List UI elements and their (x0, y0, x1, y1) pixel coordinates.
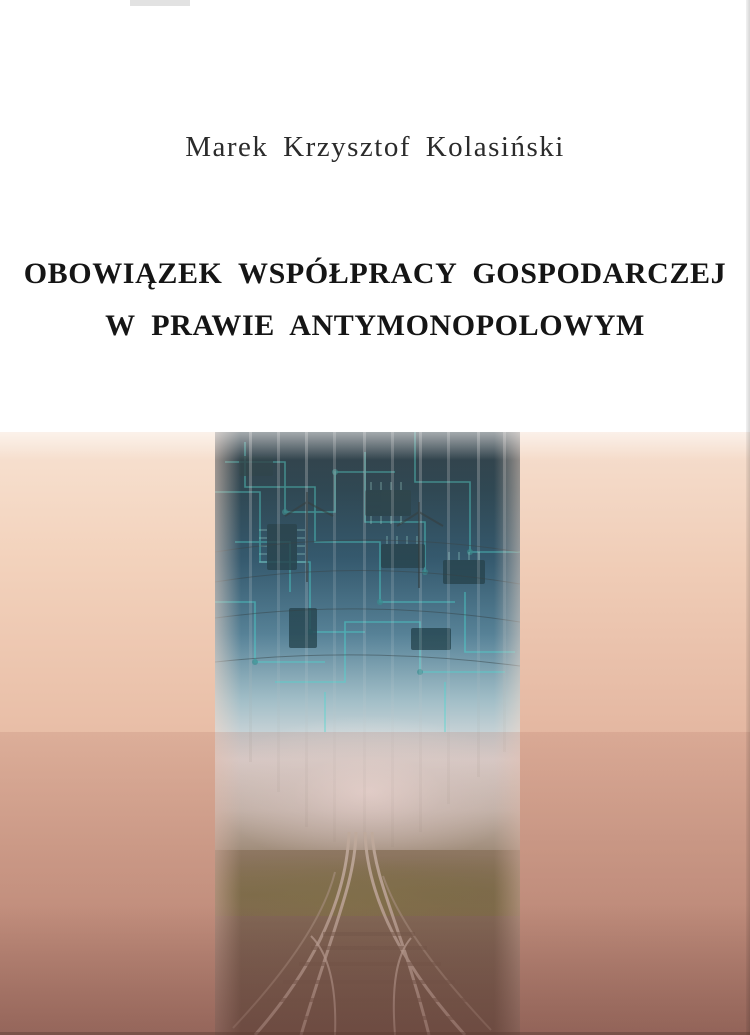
scan-artifact-top (130, 0, 190, 6)
author-name: Marek Krzysztof Kolasiński (185, 131, 565, 163)
cover-text-block (0, 0, 750, 432)
scan-edge-right (746, 0, 750, 1035)
artwork-top-fade (0, 432, 750, 460)
book-title (0, 248, 750, 352)
book-title-line-1: OBOWIĄZEK WSPÓŁPRACY GOSPODARCZEJ (23, 257, 727, 290)
bottom-shadow (0, 905, 750, 1035)
book-title-line-2: W PRAWIE ANTYMONOPOLOWYM (105, 309, 645, 342)
cover-artwork (0, 432, 750, 1035)
